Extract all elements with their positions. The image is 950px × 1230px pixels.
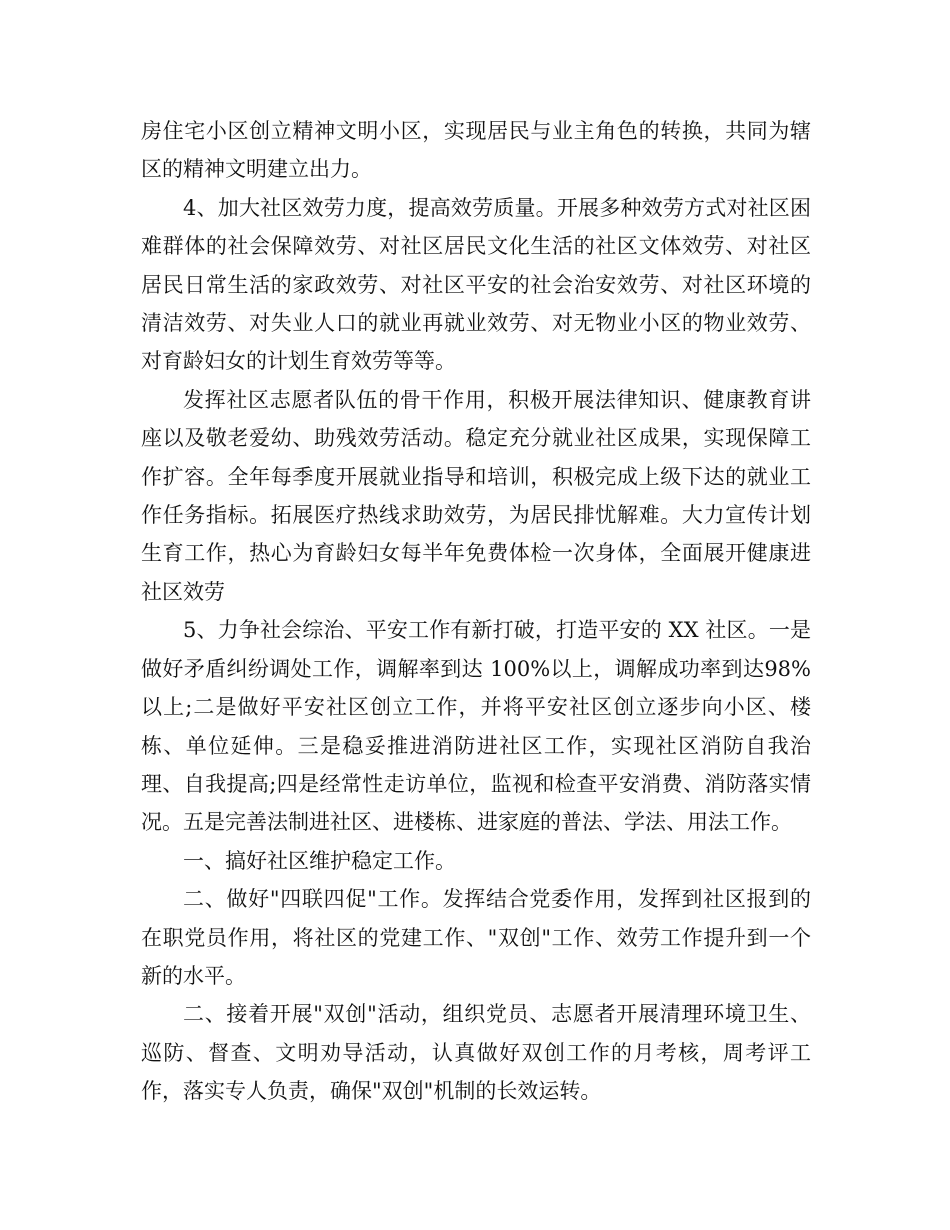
paragraph-7: 二、接着开展"双创"活动，组织党员、志愿者开展清理环境卫生、巡防、督查、文明劝导活动，认真做好双创工作的月考核，周考评工作，落实专人负责，确保"双创"机制的长效运转。	[141, 1002, 811, 1104]
paragraph-5: 一、搞好社区维护稳定工作。	[183, 848, 456, 873]
document-body	[141, 112, 811, 1111]
paragraph-3: 发挥社区志愿者队伍的骨干作用，积极开展法律知识、健康教育讲座以及敬老爱幼、助残效劳活动。稳定充分就业社区成果，实现保障工作扩容。全年每季度开展就业指导和培训，积极完成上级下达的就业工作任务指标。拓展医疗热线求助效劳，为居民排忧解难。大力宣传计划生育工作，热心为育龄妇女每半年免费体检一次身体，全面展开健康进社区效劳	[141, 387, 811, 604]
paragraph-4: 5、力争社会综治、平安工作有新打破，打造平安的 XX 社区。一是做好矛盾纠纷调处工作，调解率到达 100%以上，调解成功率到达98%以上;二是做好平安社区创立工作，并将平安社区创立逐步向小区、楼栋、单位延伸。三是稳妥推进消防进社区工作，实现社区消防自我治理、自我提高;四是经常性走访单位，监视和检查平安消费、消防落实情况。五是完善法制进社区、进楼栋、进家庭的普法、学法、用法工作。	[141, 618, 811, 835]
paragraph-2: 4、加大社区效劳力度，提高效劳质量。开展多种效劳方式对社区困难群体的社会保障效劳、对社区居民文化生活的社区文体效劳、对社区居民日常生活的家政效劳、对社区平安的社会治安效劳、对社区环境的清洁效劳、对失业人口的就业再就业效劳、对无物业小区的物业效劳、对育龄妇女的计划生育效劳等等。	[141, 195, 811, 374]
paragraph-6: 二、做好"四联四促"工作。发挥结合党委作用，发挥到社区报到的在职党员作用，将社区的党建工作、"双创"工作、效劳工作提升到一个新的水平。	[141, 887, 811, 988]
paragraph-1: 房住宅小区创立精神文明小区，实现居民与业主角色的转换，共同为辖区的精神文明建立出力。	[141, 119, 811, 182]
